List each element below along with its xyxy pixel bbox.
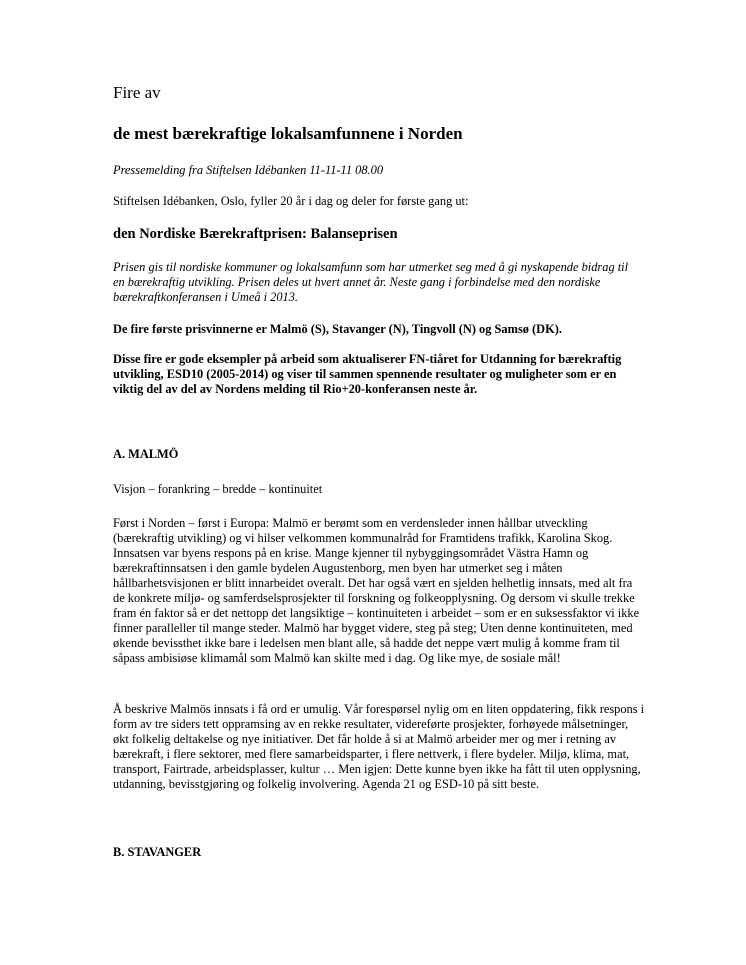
winners-paragraph: De fire første prisvinnerne er Malmö (S), Stavanger (N), Tingvoll (N) og Samsø (DK). xyxy=(113,322,562,336)
section-a-paragraph-1: Først i Norden – først i Europa: Malmö er berømt som en verdensleder innen hållbar utveckling (bærekraftig utvikling) og vi hilser velkommen kommunalråd for Framtidens trafikk, Karolina Skog. Innsatsen var byens respons på en krise. Mange kjenner til nybyggingsområdet Västra Hamn og bærekraftinnsatsen i den gamle bydelen Augustenborg, men byen har utmerket seg i måten hållbarhetsvisjonen er blitt innarbeidet overalt. Det har også vært en sjelden helhetlig innsats, med alt fra de konkrete miljø- og samferdselsprosjekter til forskning og folkeopplysning. Og dersom vi skulle trekke fram én faktor så er det nettopp det langsiktige – kontinuiteten i arbeidet – som er en suksessfaktor vi ikke finner paralleller til mange steder. Malmö har bygget videre, steg på steg; Uten denne kontinuiteten, med økende bevissthet ikke bare i ledelsen men blant alle, så hadde det neppe vært mulig å komme fram til såpass ambisiøse klimamål som Malmö kan skilte med i dag. Og like mye, de sosiale mål! xyxy=(113,516,640,665)
section-a-heading: A. MALMÖ xyxy=(113,447,179,461)
page-title: de mest bærekraftige lokalsamfunnene i Norden xyxy=(113,124,463,143)
section-a-paragraph-2: Å beskrive Malmös innsats i få ord er umulig. Vår forespørsel nylig om en liten oppdatering, fikk respons i form av tre siders tett oppramsing av en rekke resultater, videreførte prosjekter, forhøyede målsetninger, økt folkelig deltakelse og nye initiativer. Det får holde å si at Malmö arbeider mer og mer i retning av bærekraft, i flere sektorer, med flere samarbeidsparter, i flere nettverk, i flere bydeler. Miljø, klima, mat, transport, Fairtrade, arbeidsplasser, kultur … Men igjen: Dette kunne byen ikke ha fått til uten opplysning, utdanning, bevisstgjøring og folkelig involvering. Agenda 21 og ESD-10 på sitt beste. xyxy=(113,702,645,791)
examples-paragraph: Disse fire er gode eksempler på arbeid som aktualiserer FN-tiåret for Utdanning for bærekraftig utvikling, ESD10 (2005-2014) og viser til sammen spennende resultater og muligheter som er en viktig del av del av Nordens melding til Rio+20-konferansen neste år. xyxy=(113,352,622,396)
prize-description: Prisen gis til nordiske kommuner og lokalsamfunn som har utmerket seg med å gi nyskapende bidrag til en bærekraftig utvikling. Prisen deles ut hvert annet år. Neste gang i forbindelse med den nordiske bærekraftkonferansen i Umeå i 2013. xyxy=(113,260,629,304)
prize-title: den Nordiske Bærekraftprisen: Balanseprisen xyxy=(113,226,398,242)
intro-paragraph: Stiftelsen Idébanken, Oslo, fyller 20 år i dag og deler for første gang ut: xyxy=(113,194,469,208)
title-line-1: Fire av xyxy=(113,83,161,102)
section-b-heading: B. STAVANGER xyxy=(113,845,202,859)
press-release-line: Pressemelding fra Stiftelsen Idébanken 11-11-11 08.00 xyxy=(113,163,384,177)
section-a-vision: Visjon – forankring – bredde – kontinuitet xyxy=(113,482,323,496)
